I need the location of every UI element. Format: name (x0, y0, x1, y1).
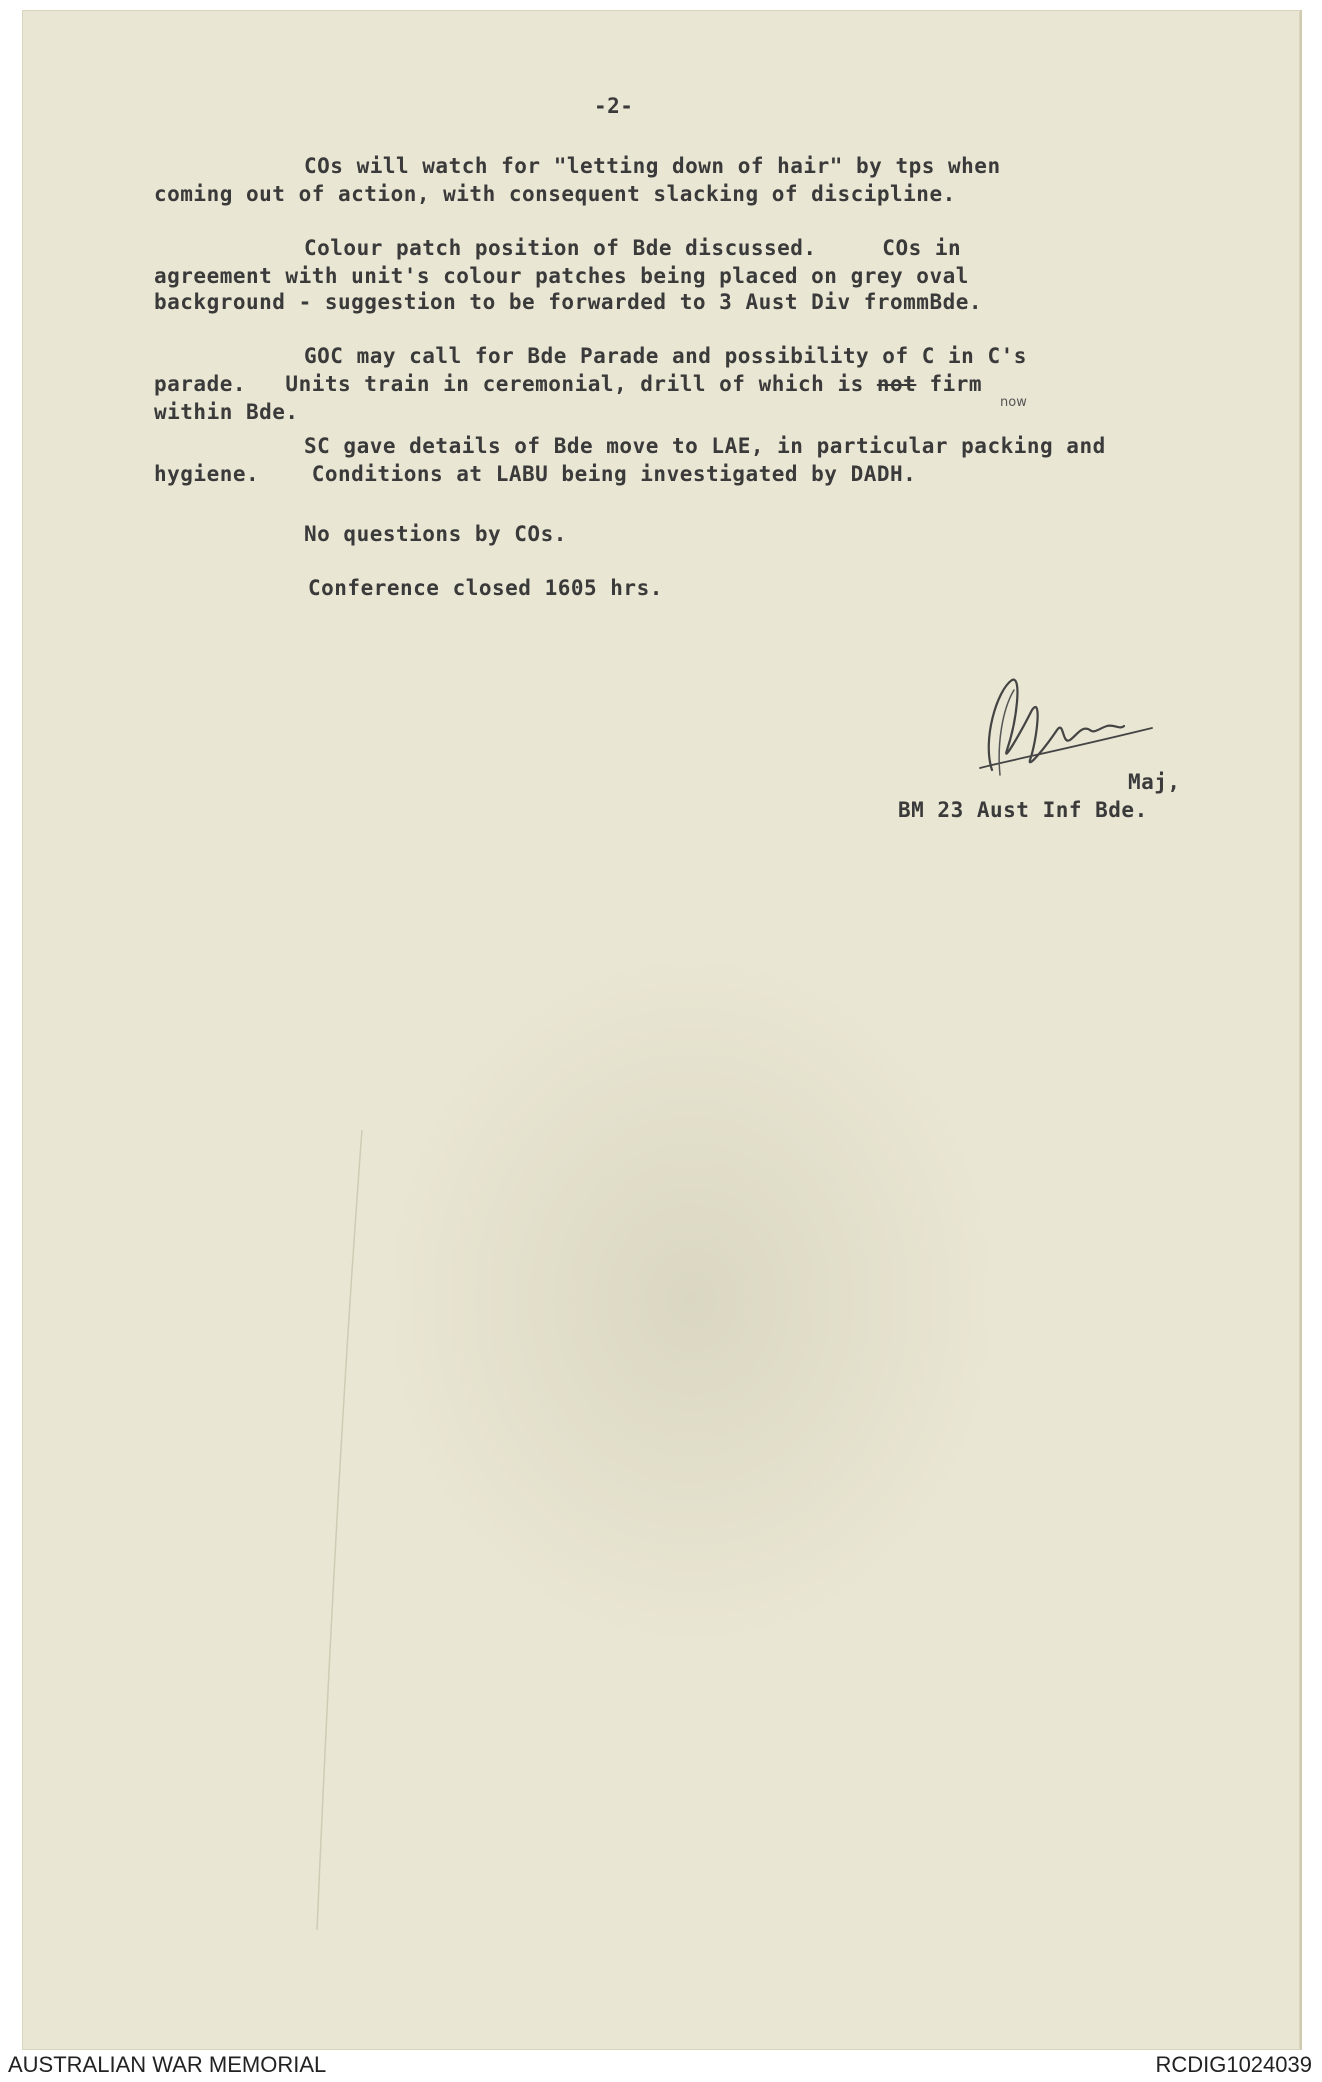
paragraph-5-line-1: No questions by COs. (304, 522, 567, 546)
paper-sheet (22, 10, 1300, 2050)
paragraph-3-line-2 (154, 370, 982, 398)
handwritten-correction: now (1000, 395, 1027, 410)
paragraph-6-line-1: Conference closed 1605 hrs. (308, 576, 663, 600)
paragraph-4-line-1: SC gave details of Bde move to LAE, in particular packing and (304, 434, 1106, 458)
paragraph-4-line-2: hygiene. Conditions at LABU being investigated by DADH. (154, 462, 917, 486)
page-number: -2- (594, 94, 634, 118)
footer-institution: AUSTRALIAN WAR MEMORIAL (8, 2052, 327, 2077)
paragraph-3-line-2-prefix: parade. Units train in ceremonial, drill of which is (154, 372, 877, 396)
paragraph-1-line-1: COs will watch for "letting down of hair" by tps when (304, 154, 1001, 178)
paragraph-1-line-2: coming out of action, with consequent slacking of discipline. (154, 182, 956, 206)
paragraph-2-line-3: background - suggestion to be forwarded to 3 Aust Div frommBde. (154, 290, 983, 314)
paragraph-3-line-1: GOC may call for Bde Parade and possibility of C in C's (304, 344, 1027, 368)
paragraph-2-line-2: agreement with unit's colour patches being placed on grey oval (154, 264, 969, 288)
footer-reference-id: RCDIG1024039 (1155, 2052, 1312, 2077)
paragraph-3-line-3: within Bde. (154, 400, 299, 424)
paper-crease (312, 1130, 372, 1930)
struck-word: not (876, 372, 917, 396)
paragraph-3-line-2-suffix: firm (916, 372, 983, 396)
paragraph-2-line-1: Colour patch position of Bde discussed. COs in (304, 236, 962, 260)
signature-appointment: BM 23 Aust Inf Bde. (898, 798, 1148, 822)
signature-rank: Maj, (1128, 770, 1181, 794)
